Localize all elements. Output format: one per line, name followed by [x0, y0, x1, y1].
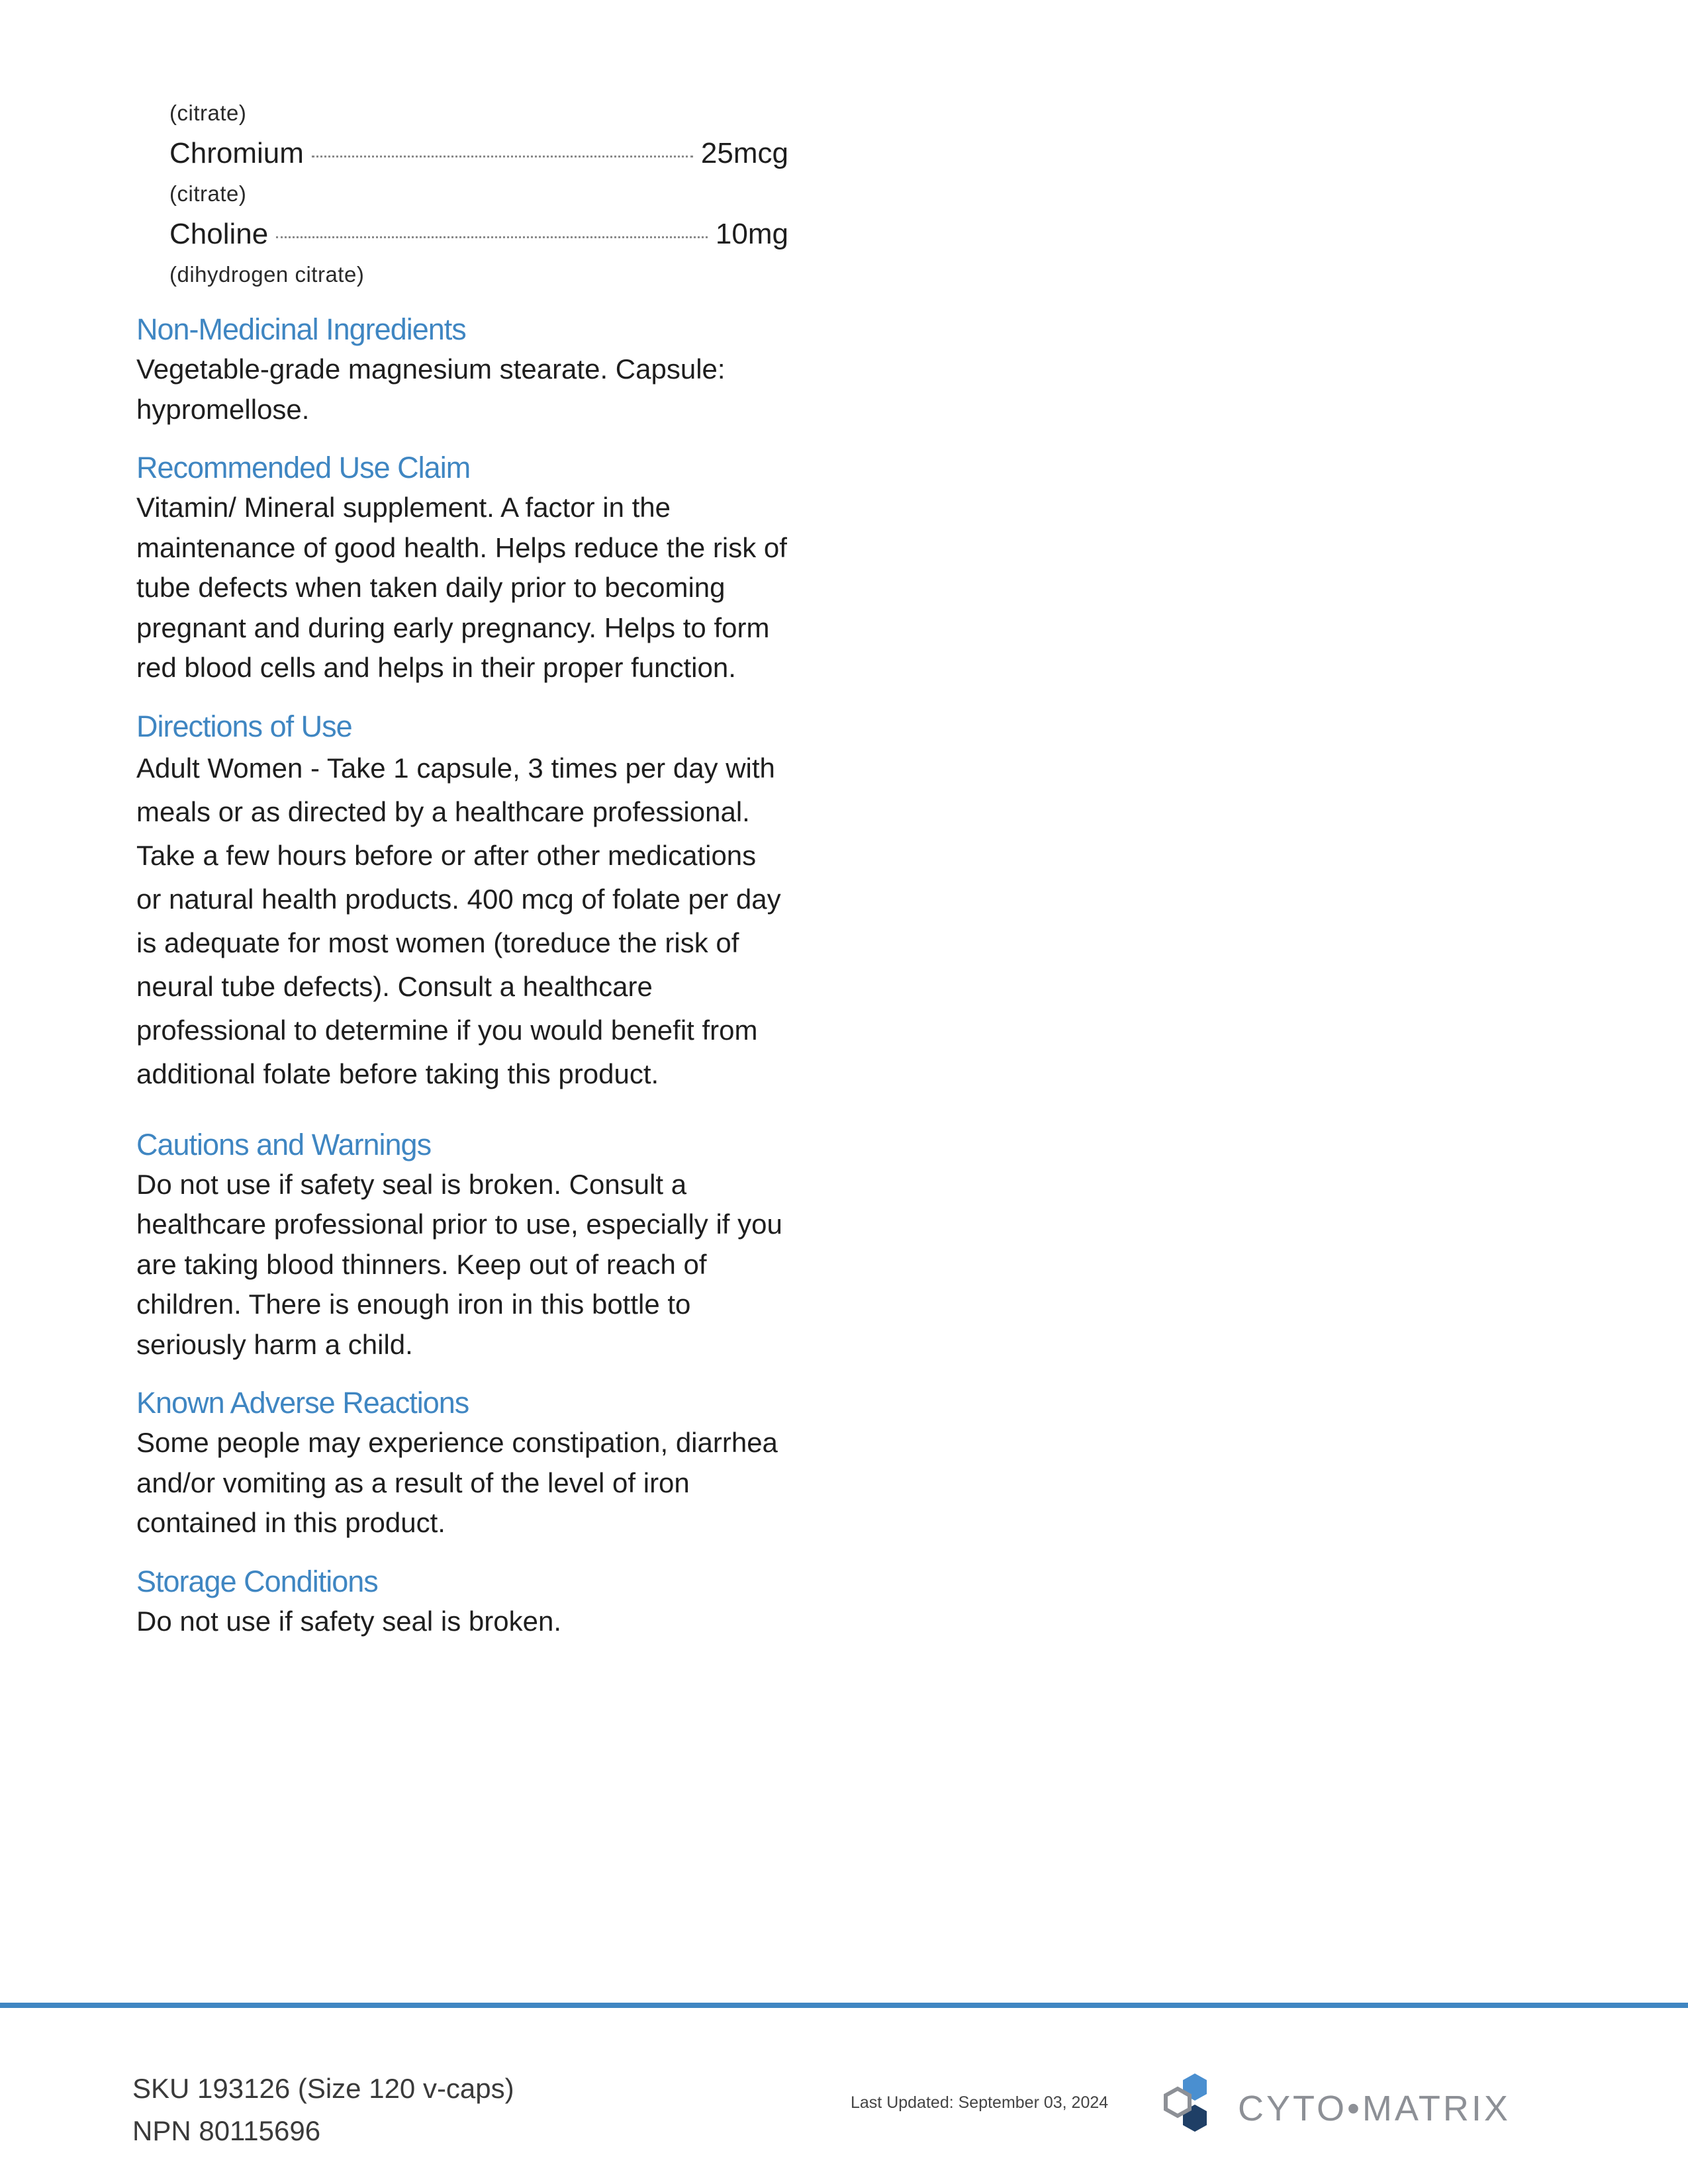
- section-heading: Non-Medicinal Ingredients: [136, 312, 466, 346]
- section-text: Vitamin/ Mineral supplement. A factor in the maintenance of good health. Helps reduce the risk of tube defects when taken daily prior to becoming pregnant and during early pregnancy. Helps to form red blood cells and helps in their proper function.: [136, 492, 787, 683]
- sku-label: SKU 193126 (Size 120 v-caps): [132, 2073, 514, 2104]
- section-directions: [136, 707, 788, 1096]
- section-adverse-reactions: [136, 1383, 788, 1543]
- ingredient-row-chromium: [169, 128, 788, 179]
- logo-hexagon-outline: [1166, 2089, 1190, 2116]
- ingredient-source-note: (dihydrogen citrate): [169, 262, 365, 287]
- section-cautions: [136, 1125, 788, 1365]
- section-non-medicinal: [136, 310, 788, 430]
- ingredient-name: Choline: [169, 218, 269, 250]
- product-identifiers: [132, 2068, 514, 2152]
- section-text: Do not use if safety seal is broken. Consult a healthcare professional prior to use, especially if you are taking blood thinners. Keep out of reach of children. There is enough iron in this bottle to seriously harm a child.: [136, 1168, 782, 1360]
- section-text: Some people may experience constipation, diarrhea and/or vomiting as a result of the level of iron contained in this product.: [136, 1427, 778, 1538]
- logo-wordmark: CYTO•MATRIX: [1238, 2089, 1511, 2128]
- section-recommended-use: [136, 448, 788, 688]
- cytomatrix-logo: [1162, 2070, 1552, 2143]
- footer-divider: [0, 2003, 1688, 2008]
- section-heading: Cautions and Warnings: [136, 1127, 432, 1161]
- dot-leader: [276, 236, 708, 238]
- logo-hexagon-light: [1183, 2073, 1207, 2101]
- section-heading: Directions of Use: [136, 709, 352, 743]
- dot-leader: [312, 156, 693, 158]
- last-updated-date: Last Updated: September 03, 2024: [851, 2093, 1109, 2112]
- ingredient-row-choline: [169, 209, 788, 259]
- ingredient-name: Chromium: [169, 137, 304, 169]
- section-text: Vegetable-grade magnesium stearate. Capsule: hypromellose.: [136, 353, 726, 425]
- section-text: Do not use if safety seal is broken.: [136, 1605, 561, 1637]
- section-storage: [136, 1562, 788, 1642]
- document-body: [136, 99, 788, 1641]
- section-heading: Known Adverse Reactions: [136, 1386, 469, 1420]
- npn-label: NPN 80115696: [132, 2115, 321, 2146]
- ingredient-amount: 10mg: [715, 218, 788, 250]
- ingredient-source-note: (citrate): [169, 101, 247, 125]
- ingredient-amount: 25mcg: [700, 137, 788, 169]
- section-heading: Storage Conditions: [136, 1564, 378, 1598]
- ingredient-source-note: (citrate): [169, 181, 247, 206]
- section-text: Adult Women - Take 1 capsule, 3 times per day with meals or as directed by a healthcare professional. Take a few hours before or after other medications or natural health products. 400 mcg of folate per day is adequate for most women (toreduce the risk of neural tube defects). Consult a healthcare professional to determine if you would benefit from additional folate before taking this product.: [136, 752, 781, 1089]
- section-heading: Recommended Use Claim: [136, 451, 471, 484]
